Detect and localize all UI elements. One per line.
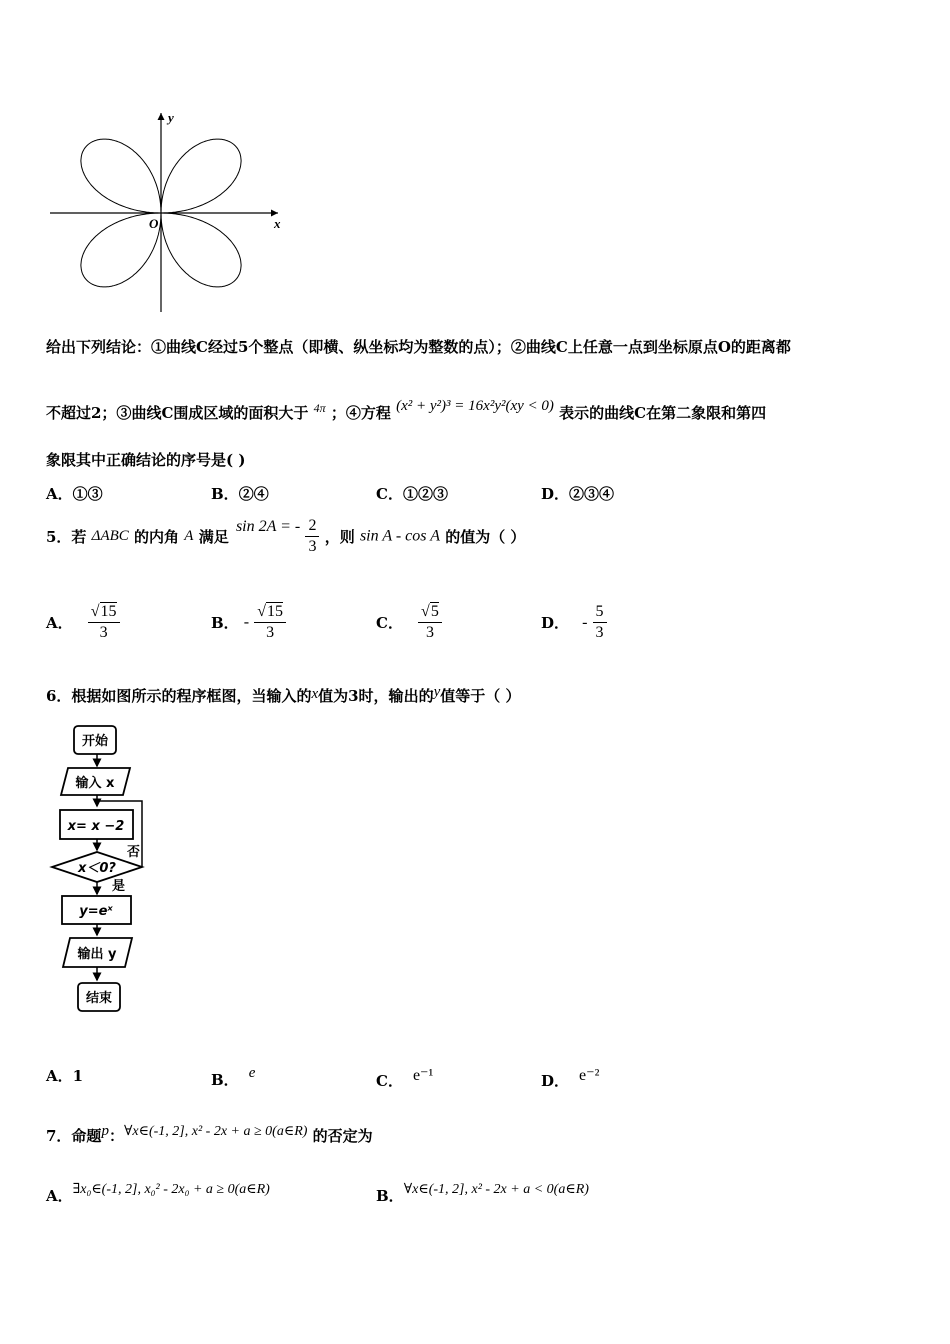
q4-option-b[interactable]: B．②④ xyxy=(211,485,269,503)
flow-assign-label: x= x −2 xyxy=(67,819,125,834)
q5-option-c[interactable]: C． $\frac{√5}{3}$ xyxy=(376,602,442,643)
q5-suffix: 的值为（ ） xyxy=(445,528,526,546)
q5-prefix: 5．若 xyxy=(46,528,87,546)
q5-option-d[interactable]: D． - $\frac{5}{3}$ xyxy=(541,602,607,643)
y-axis-label: y xyxy=(168,110,174,125)
flow-start-label: 开始 xyxy=(81,734,109,749)
q4-line1: 给出下列结论：①曲线C经过5个整点（即横、纵坐标均为整数的点）；②曲线C上任意一点到坐标原点O的距离都 xyxy=(46,338,791,356)
q6-option-b[interactable]: B． e xyxy=(211,1065,256,1089)
q7-p: p xyxy=(101,1123,109,1139)
flow-input-label: 输入 x xyxy=(75,776,115,791)
area-value: 4π xyxy=(313,401,326,415)
q5-angle: A xyxy=(184,528,194,544)
q5-lhs: sin 2A = - xyxy=(235,517,301,535)
q4-line2-b: ；④方程 xyxy=(330,404,391,422)
q6-var-y: y xyxy=(433,684,441,700)
q7-option-b[interactable]: B．∀x∈(-1, 2], x² - 2x + a < 0(a∈R) xyxy=(376,1182,589,1205)
q7-proposition: ∀x∈(-1, 2], x² - 2x + a ≥ 0(a∈R) xyxy=(123,1124,308,1139)
q6-option-d[interactable]: D． e⁻² xyxy=(541,1067,600,1090)
flow-calc-label: y=eˣ xyxy=(79,904,113,919)
q4-line2-a: 不超过2；③曲线C围成区域的面积大于 xyxy=(46,404,309,422)
q6-option-c[interactable]: C． e⁻¹ xyxy=(376,1067,434,1090)
flow-yes-label: 是 xyxy=(112,879,126,894)
q5-mid2: 满足 xyxy=(198,528,229,546)
q5-rhs-fraction: $\frac{2}{3}$ xyxy=(305,516,319,557)
q4-option-c[interactable]: C．①②③ xyxy=(376,485,448,503)
x-axis-label: x xyxy=(274,216,281,231)
q4-option-a[interactable]: A．①③ xyxy=(46,485,103,503)
flow-condition-label: x＜0? xyxy=(78,861,116,876)
q5-mid1: 的内角 xyxy=(134,528,180,546)
q6-var-x: x xyxy=(311,686,319,702)
q7-stem: 7．命题p：∀x∈(-1, 2], x² - 2x + a ≥ 0(a∈R) 的否定为 xyxy=(46,1123,373,1145)
q6-stem: 6．根据如图所示的程序框图，当输入的x值为3时，输出的y值等于（ ） xyxy=(46,684,521,705)
q4-line3: 象限其中正确结论的序号是( ) xyxy=(46,451,246,469)
q6-option-a[interactable]: A．1 xyxy=(46,1067,84,1085)
curve-equation: (x² + y²)³ = 16x²y²(xy < 0) xyxy=(396,398,554,414)
q5-triangle: ΔABC xyxy=(91,528,129,544)
q4-option-d[interactable]: D．②③④ xyxy=(541,485,615,503)
flow-no-label: 否 xyxy=(127,845,141,860)
q4-line2-c: 表示的曲线C在第二象限和第四 xyxy=(559,404,767,422)
q5-expr: sin A - cos A xyxy=(359,527,440,545)
q5-option-a[interactable]: A． $\frac{√15}{3}$ xyxy=(46,602,120,643)
flow-output-label: 输出 y xyxy=(77,947,117,962)
q5-option-b[interactable]: B． - $\frac{√15}{3}$ xyxy=(211,602,286,643)
q5-mid3: ，则 xyxy=(324,528,355,546)
flow-end-label: 结束 xyxy=(85,991,113,1006)
origin-label: O xyxy=(149,216,159,231)
q7-option-a[interactable]: A．∃x₀∈(-1, 2], x₀² - 2x₀ + a ≥ 0(a∈R) xyxy=(46,1182,270,1205)
